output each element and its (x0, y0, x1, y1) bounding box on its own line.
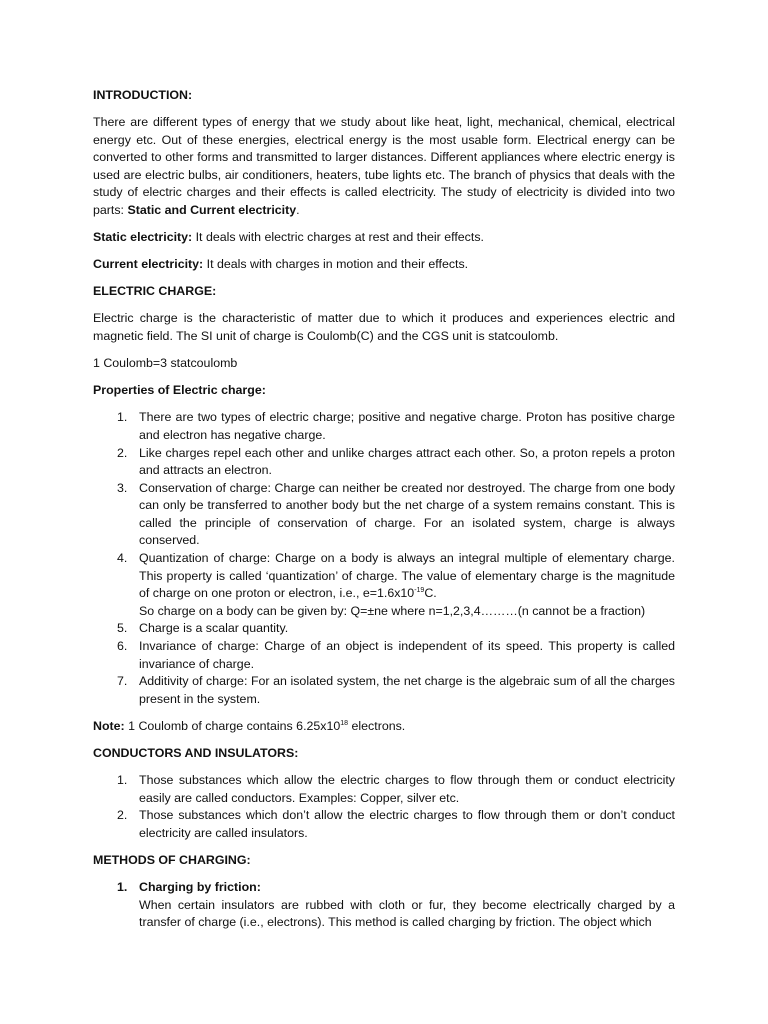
note: Note: 1 Coulomb of charge contains $6.25x10^{18}$ electrons. (93, 718, 406, 733)
methods-heading: METHODS OF CHARGING: (93, 852, 251, 867)
methods-list (93, 879, 675, 932)
list-item: 2. Like charges repel each other and unlike charges attract each other. So, a proton repels a proton and attracts an electron. (117, 445, 675, 478)
unit-conversion: 1 Coulomb=3 statcoulomb (93, 356, 238, 371)
list-item: 1. Those substances which allow the electric charges to flow through them or conduct electricity easily are called conductors. Examples: Copper, silver etc. (117, 773, 675, 805)
list-item: 4. Quantization of charge: Charge on a body is always an integral multiple of elementary charge. This property is called ‘quantization’ of charge. The value of elementary charge is the magnitude of charge on one proton or electron, i.e., $e=1.6x10^{-19}C$. So charge on a body can be given by: Q=±ne where n=1,2,3,4………(n cannot be a fraction) (117, 551, 675, 618)
list-item: 3. Conservation of charge: Charge can neither be created nor destroyed. The charge from one body can only be transferred to another body but the net charge of a system remains constant. This is called the principle of conservation of charge. For an isolated system, charge is always conserved. (117, 480, 675, 548)
list-item: 7. Additivity of charge: For an isolated system, the net charge is the algebraic sum of all the charges present in the system. (117, 674, 675, 706)
list-item: 5. Charge is a scalar quantity. (117, 621, 289, 636)
current-electricity-definition: Current electricity: It deals with charges in motion and their effects. (93, 257, 469, 272)
introduction-paragraph: There are different types of energy that we study about like heat, light, mechanical, chemical, electrical energy etc. Out of these energies, electrical energy is the most usable form. Electrical energy can be converted to other forms and transmitted to larger distances. Different appliances where electric energy is used are electric bulbs, air conditioners, heaters, tube lights etc. The branch of physics that deals with the study of electric charges and their effects is called electricity. The study of electricity is divided into two parts: Static and Current electricity. (93, 115, 675, 218)
conductors-list (93, 772, 675, 842)
electric-charge-paragraph: Electric charge is the characteristic of matter due to which it produces and experiences electric and magnetic field. The SI unit of charge is Coulomb(C) and the CGS unit is statcoulomb. (93, 311, 675, 344)
document-body (93, 87, 675, 932)
list-item: 1. There are two types of electric charge; positive and negative charge. Proton has positive charge and electron has negative charge. (117, 410, 675, 442)
static-electricity-definition: Static electricity: It deals with electric charges at rest and their effects. (93, 230, 484, 245)
conductors-heading: CONDUCTORS AND INSULATORS: (93, 746, 299, 760)
electric-charge-heading: ELECTRIC CHARGE: (93, 284, 217, 299)
introduction-heading: INTRODUCTION: (93, 88, 193, 102)
method-title: Charging by friction: (139, 880, 261, 895)
properties-list (93, 409, 675, 708)
list-item: 2. Those substances which don’t allow the electric charges to flow through them or don’t conduct electricity are called insulators. (117, 808, 675, 840)
list-item: 6. Invariance of charge: Charge of an object is independent of its speed. This property is called invariance of charge. (117, 639, 675, 671)
properties-heading: Properties of Electric charge: (93, 383, 266, 398)
list-item: 1. Charging by friction: When certain insulators are rubbed with cloth or fur, they become electrically charged by a transfer of charge (i.e., electrons). This method is called charging by friction. The object which (117, 880, 675, 930)
